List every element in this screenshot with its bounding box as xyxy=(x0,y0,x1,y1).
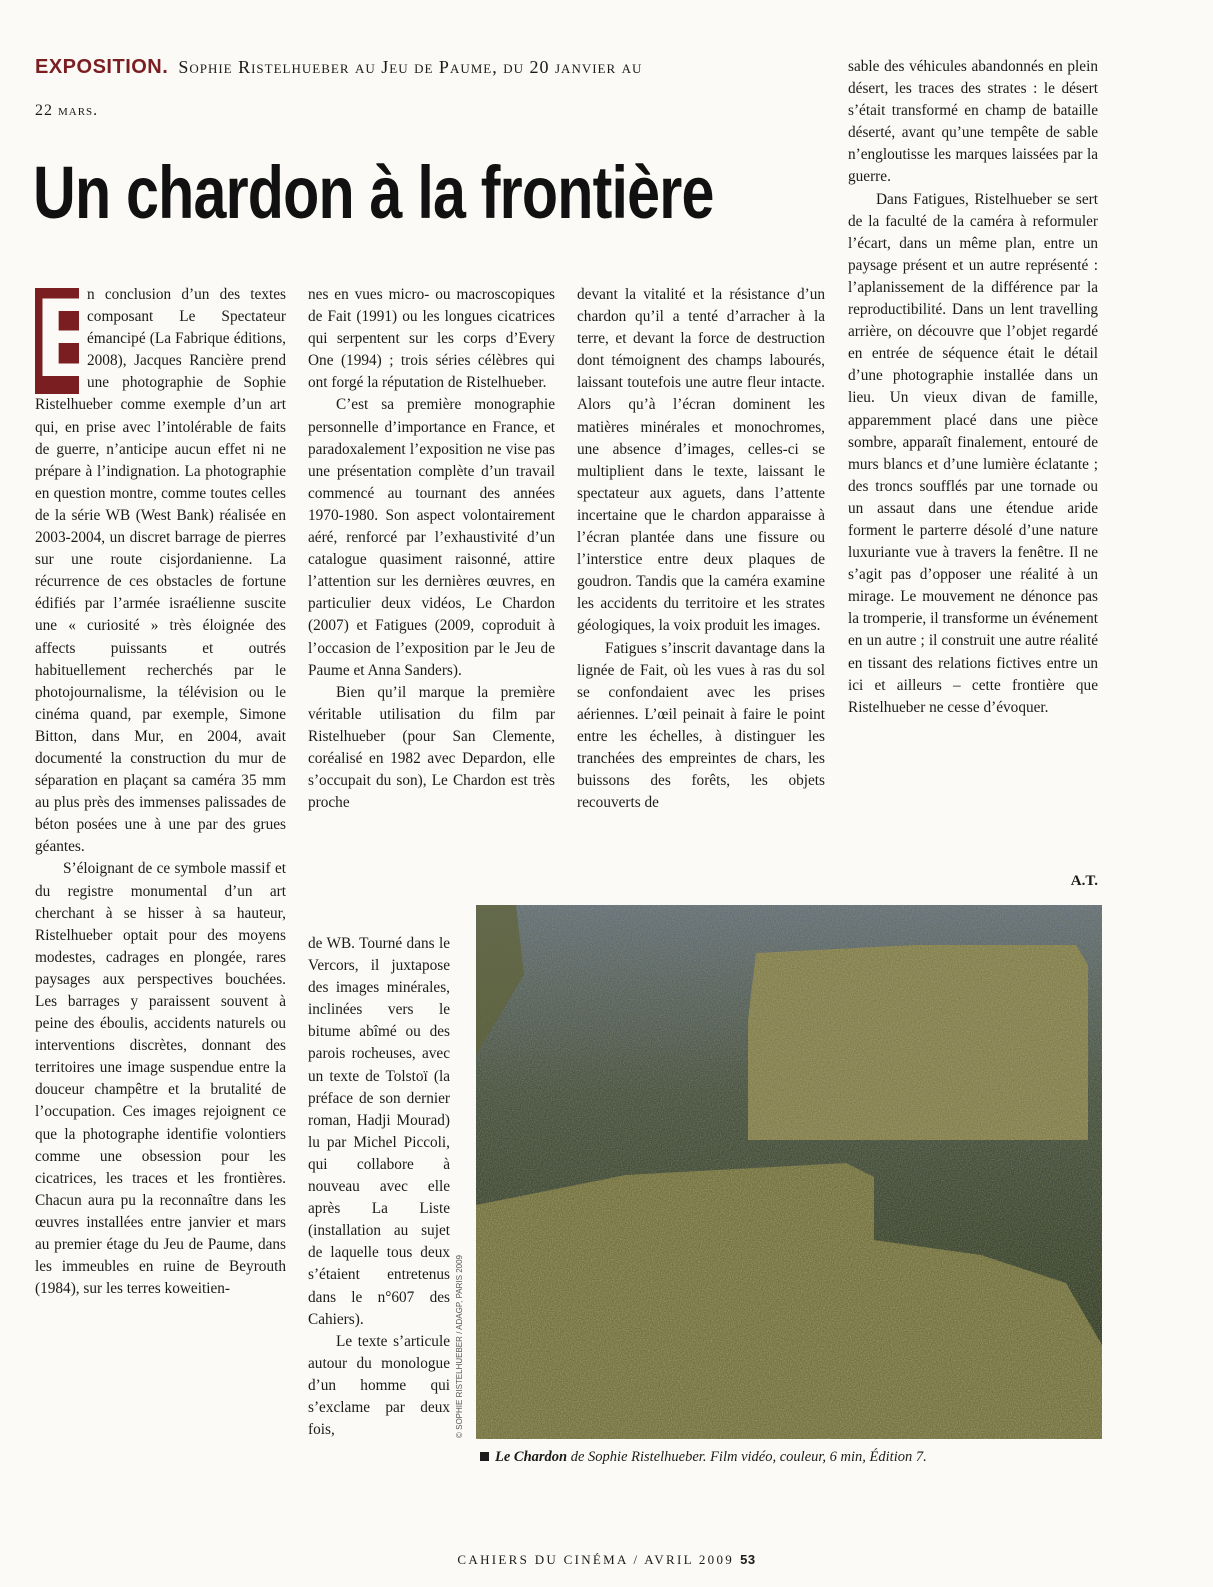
paragraph: S’éloignant de ce symbole massif et du registre monumental d’un art cherchant à se hisser à sa hauteur, Ristelhueber optait pour des moyens modestes, cadrages en plongée, rares paysages aux perspectives bouchées. Les barrages y paraissent souvent à peine des éboulis, accidents naturels ou interventions discrètes, donnant des territoires une image suspendue entre la douceur champêtre et la brutalité de l’occupation. Ces images rejoignent ce que la photographe identifie volontiers comme une obsession pour les cicatrices, les traces et les frontières. Chacun aura pu la reconnaître dans les œuvres installées entre janvier et mars au premier étage du Jeu de Paume, dans les immeubles en ruine de Beyrouth (1984), sur les terres koweitien- xyxy=(35,860,286,1298)
author-signature: A.T. xyxy=(1070,873,1098,889)
dropcap: E xyxy=(35,275,110,400)
deck-line-1: Sophie Ristelhueber au Jeu de Paume, du 20 janvier au xyxy=(178,57,643,77)
photo-credit xyxy=(455,1248,473,1438)
column-1 xyxy=(35,275,286,1300)
caption-text: de Sophie Ristelhueber. Film vidéo, couleur, 6 min, Édition 7. xyxy=(567,1449,927,1465)
deck-line-2: 22 mars. xyxy=(35,102,99,119)
page-number: 53 xyxy=(740,1552,756,1567)
caption-square-marker xyxy=(480,1452,489,1461)
paragraph: Fatigues s’inscrit davantage dans la lignée de Fait, où les vues à ras du sol se confondaient avec les prises aériennes. L’œil peinait à faire le point entre les échelles, à distinguer les tranchées des empreintes de chars, les buissons des forêts, les objets recouverts de xyxy=(577,639,825,812)
header-row xyxy=(35,56,835,79)
column-2 xyxy=(308,284,555,814)
paragraph: C’est sa première monographie personnelle d’importance en France, et paradoxalement l’exposition ne vise pas une présentation complète d’un travail commencé au tournant des années 1970-1980. Son aspect volontairement aéré, renforcé par l’exhaustivité d’un catalogue quasiment raisonné, attire l’attention sur les dernières œuvres, en particulier deux vidéos, Le Chardon (2007) et Fatigues (2009, coproduit à l’occasion de l’exposition par le Jeu de Paume et Anna Sanders). xyxy=(308,396,555,679)
column-2-narrow xyxy=(308,933,450,1441)
caption-title: Le Chardon xyxy=(495,1449,568,1465)
photo-caption xyxy=(480,1449,927,1466)
paragraph: de WB. Tourné dans le Vercors, il juxtapose des images minérales, inclinées vers le bitume abîmé ou des parois rocheuses, avec un texte de Tolstoï (la préface de son dernier roman, Hadji Mourad) lu par Michel Piccoli, qui collabore à nouveau avec elle après La Liste (installation au sujet de laquelle tous deux s’étaient entretenus dans le n°607 des Cahiers). xyxy=(308,935,450,1328)
paragraph: Dans Fatigues, Ristelhueber se sert de la faculté de la caméra à reformuler l’écart, dans un même plan, entre un paysage présent et un autre représenté : l’aplanissement de la différence par la reproductibilité. Dans un lent travelling arrière, on découvre que l’objet regardé en entrée de séquence était le détail d’une photographie installée dans un lieu. Un vieux divan de famille, apparemment placé dans une pièce sombre, apparaît finalement, entouré de murs blancs et d’une lumière éclatante ; des troncs soufflés par une tornade ou un assaut dans une étendue aride forment le parterre désolé d’une nature luxuriante vue à travers la fenêtre. Il ne s’agit pas d’opposer une réalité à un mirage. Le mouvement ne dénonce pas la tromperie, il transforme un événement en un autre ; il construit une autre réalité en tissant des relations fictives entre un ici et ailleurs – cette frontière que Ristelhueber ne cesse d’évoquer. xyxy=(848,190,1098,716)
paragraph: n conclusion d’un des textes composant Le Spectateur émancipé (La Fabrique éditions, 2008), Jacques Rancière prend une photographie de Sophie Ristelhueber comme exemple d’un art qui, en prise avec l’intolérable de faits de guerre, n’anticipe aucun effet ni ne prépare à l’indignation. La photographie en question montre, comme toutes celles de la série WB (West Bank) réalisée en 2003-2004, un discret barrage de pierres sur une route cisjordanienne. La récurrence de ces obstacles de fortune édifiés par l’armée israélienne suscite une « curiosité » très éloignée des affects puissants et outrés habituellement recherchés par le photojournalisme, la télévision ou le cinéma quand, par exemple, Simone Bitton, dans Mur, en 2004, avait documenté la construction du mur de séparation en plaçant sa caméra 35 mm au plus près des immenses palissades de béton posées une à une par des grues géantes. xyxy=(35,286,286,856)
paragraph: sable des véhicules abandonnés en plein désert, les traces des strates : le désert s’était transformé en champ de bataille déserté, avant qu’une tempête de sable n’engloutisse les marques laissées par la guerre. xyxy=(848,58,1098,186)
film-still-photo xyxy=(476,905,1102,1439)
shadow-band xyxy=(476,905,1102,1439)
paragraph: Bien qu’il marque la première véritable utilisation du film par Ristelhueber (pour San Clemente, coréalisé en 1982 avec Depardon, elle s’occupait du son), Le Chardon est très proche xyxy=(308,683,555,812)
column-3 xyxy=(577,284,825,814)
paragraph: nes en vues micro- ou macroscopiques de Fait (1991) ou les longues cicatrices qui serpentent sur les corps d’Every One (1994) ; trois séries célèbres qui ont forgé la réputation de Ristelhueber. xyxy=(308,286,555,392)
headline: Un chardon à la frontière xyxy=(33,151,714,234)
footer-publication: CAHIERS DU CINÉMA / AVRIL 2009 xyxy=(457,1552,735,1567)
column-4 xyxy=(848,56,1098,719)
section-kicker: EXPOSITION. xyxy=(35,56,169,78)
photo-credit-text: © SOPHIE RISTELHUEBER / ADAGP, PARIS 2009 xyxy=(455,1255,464,1438)
paragraph: Le texte s’articule autour du monologue d’un homme qui s’exclame par deux fois, xyxy=(308,1332,450,1439)
page-footer xyxy=(0,1552,1213,1568)
paragraph: devant la vitalité et la résistance d’un chardon qu’il a tenté d’arracher à la terre, et devant la force de destruction dont témoignent des champs labourés, laissant toutefois une autre fleur intacte. Alors qu’à l’écran dominent les matières minérales et monochromes, une absence d’images, celles-ci se multiplient dans le texte, laissant le spectateur aux aguets, dans l’attente incertaine que le chardon apparaisse à l’écran plantée dans une fissure ou l’interstice entre deux plaques de goudron. Tandis que la caméra examine les accidents du territoire et les strates géologiques, la voix produit les images. xyxy=(577,286,825,635)
